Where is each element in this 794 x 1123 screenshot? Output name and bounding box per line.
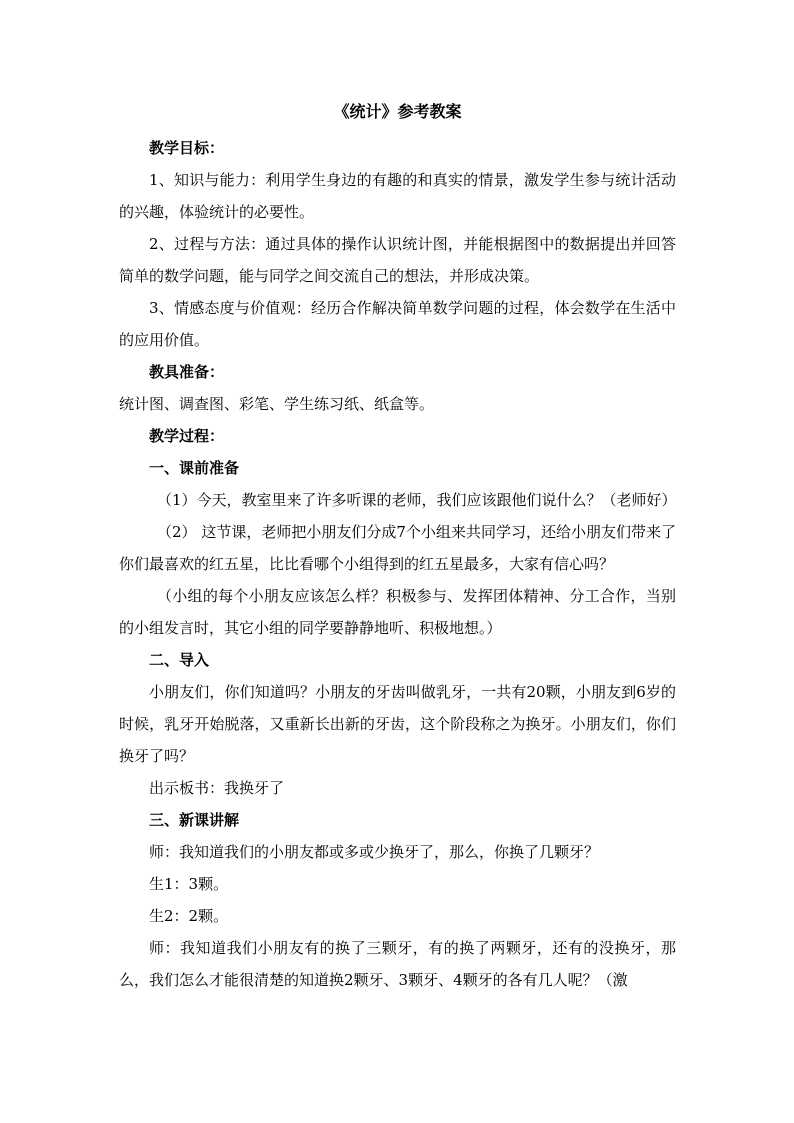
- heading-section-1: 一、课前准备: [149, 459, 240, 477]
- paragraph-board: 出示板书：我换牙了: [149, 779, 285, 797]
- paragraph-goal-2: 2、过程与方法：通过具体的操作认识统计图，并能根据图中的数据提出并回答简单的数学问题，能与同学之间交流自己的想法，并形成决策。: [119, 235, 676, 285]
- paragraph-prep-1: （1）今天，教室里来了许多听课的老师，我们应该跟他们说什么？（老师好）: [157, 491, 677, 509]
- heading-teaching-goals: 教学目标：: [149, 139, 225, 157]
- paragraph-teacher-1: 师：我知道我们的小朋友都或多或少换牙了，那么，你换了几颗牙？: [149, 843, 600, 861]
- paragraph-prep-2: （2） 这节课，老师把小朋友们分成7个小组来共同学习，还给小朋友们带来了你们最喜欢的红五星，比比看哪个小组得到的红五星最多，大家有信心吗？: [119, 523, 676, 573]
- document-title: 《统计》参考教案: [333, 102, 462, 121]
- document-body: [119, 101, 676, 996]
- paragraph-intro: 小朋友们，你们知道吗？小朋友的牙齿叫做乳牙，一共有20颗，小朋友到6岁的时候，乳牙开始脱落，又重新长出新的牙齿，这个阶段称之为换牙。小朋友们，你们换牙了吗？: [119, 683, 676, 765]
- paragraph-prep-3: （小组的每个小朋友应该怎么样？积极参与、发挥团体精神、分工合作，当别的小组发言时，其它小组的同学要静静地听、积极地想。）: [119, 587, 676, 637]
- paragraph-teacher-2: 师：我知道我们小朋友有的换了三颗牙，有的换了两颗牙，还有的没换牙，那么，我们怎么才能很清楚的知道换2颗牙、3颗牙、4颗牙的各有几人呢？（激: [119, 939, 676, 989]
- paragraph-student-1: 生1：3颗。: [149, 875, 229, 893]
- heading-teaching-aids: 教具准备：: [149, 363, 225, 381]
- paragraph-teaching-aids: 统计图、调查图、彩笔、学生练习纸、纸盒等。: [119, 395, 435, 413]
- heading-section-2: 二、导入: [149, 651, 210, 669]
- paragraph-goal-1: 1、知识与能力：利用学生身边的有趣的和真实的情景，激发学生参与统计活动的兴趣，体验统计的必要性。: [119, 171, 676, 221]
- paragraph-goal-3: 3、情感态度与价值观：经历合作解决简单数学问题的过程，体会数学在生活中的应用价值。: [119, 299, 676, 349]
- paragraph-student-2: 生2：2颗。: [149, 907, 229, 925]
- heading-section-3: 三、新课讲解: [149, 811, 240, 829]
- heading-teaching-process: 教学过程：: [149, 427, 225, 445]
